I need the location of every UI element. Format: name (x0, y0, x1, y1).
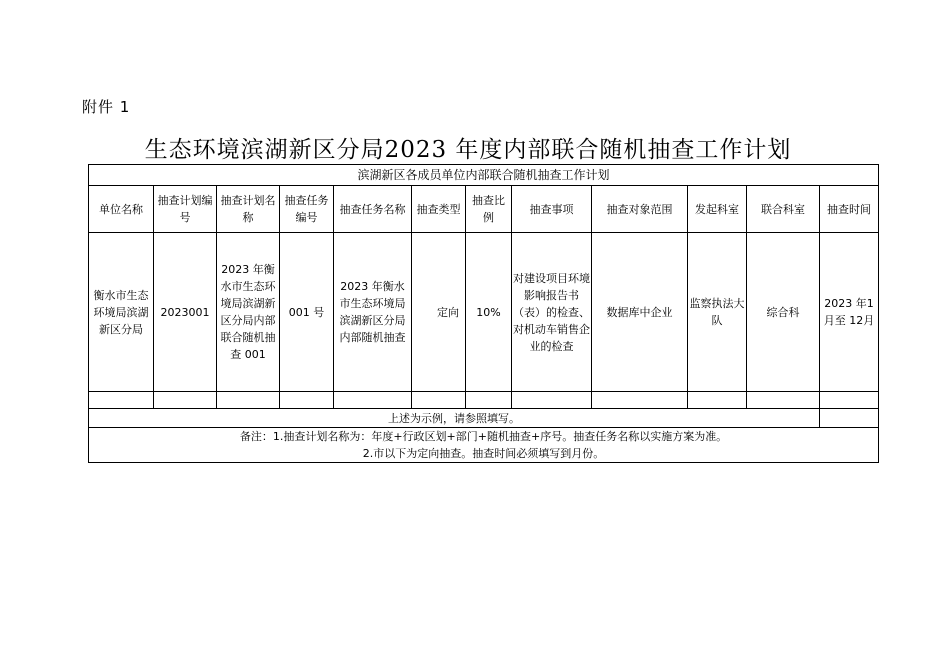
header-cell: 联合科室 (747, 186, 820, 233)
empty-cell (217, 392, 280, 409)
header-cell: 抽查计划编号 (154, 186, 217, 233)
header-cell: 抽查类型 (412, 186, 466, 233)
table-subtitle-row (89, 165, 879, 186)
check-items-cell: 对建设项目环境影响报告书（表）的检查、对机动车销售企业的检查 (512, 233, 592, 392)
example-note: 上述为示例，请参照填写。 (89, 409, 820, 428)
check-ratio-cell: 10% (466, 233, 512, 392)
remark-line-1: 备注：1.抽查计划名称为：年度+行政区划+部门+随机抽查+序号。抽查任务名称以实施方案为准。 (239, 430, 728, 443)
empty-cell (154, 392, 217, 409)
attachment-label: 附件 1 (82, 98, 131, 116)
header-cell: 抽查比例 (466, 186, 512, 233)
remark-cell (89, 428, 879, 463)
task-name-cell: 2023 年衡水市生态环境局滨湖新区分局内部随机抽查 (334, 233, 412, 392)
remark-row (89, 428, 879, 463)
unit-name-cell: 衡水市生态环境局滨湖新区分局 (89, 233, 154, 392)
table-header-row (89, 186, 879, 233)
header-cell: 抽查时间 (820, 186, 879, 233)
header-cell: 抽查事项 (512, 186, 592, 233)
check-time-cell: 2023 年1月至 12月 (820, 233, 879, 392)
object-scope-cell: 数据库中企业 (592, 233, 688, 392)
plan-table (88, 164, 879, 463)
table-subtitle: 滨湖新区各成员单位内部联合随机抽查工作计划 (89, 165, 879, 186)
empty-cell (466, 392, 512, 409)
empty-row (89, 392, 879, 409)
check-type-cell: 定向 (412, 233, 466, 392)
empty-cell (412, 392, 466, 409)
plan-number-cell: 2023001 (154, 233, 217, 392)
header-cell: 抽查任务编号 (280, 186, 334, 233)
empty-cell (747, 392, 820, 409)
header-cell: 抽查对象范围 (592, 186, 688, 233)
header-cell: 单位名称 (89, 186, 154, 233)
table-row (89, 233, 879, 392)
empty-cell (334, 392, 412, 409)
empty-cell (592, 392, 688, 409)
joint-dept-cell: 综合科 (747, 233, 820, 392)
empty-cell (89, 392, 154, 409)
header-cell: 抽查任务名称 (334, 186, 412, 233)
example-note-row (89, 409, 879, 428)
document-title: 生态环境滨湖新区分局2023 年度内部联合随机抽查工作计划 (144, 137, 792, 163)
empty-cell (688, 392, 747, 409)
empty-cell (280, 392, 334, 409)
empty-cell (512, 392, 592, 409)
header-cell: 发起科室 (688, 186, 747, 233)
initiating-dept-cell: 监察执法大队 (688, 233, 747, 392)
remark-line-2: 2.市以下为定向抽查。抽查时间必须填写到月份。 (362, 447, 605, 460)
plan-name-cell: 2023 年衡水市生态环境局滨湖新区分局内部联合随机抽查 001 (217, 233, 280, 392)
task-number-cell: 001 号 (280, 233, 334, 392)
empty-cell (820, 392, 879, 409)
empty-cell (820, 409, 879, 428)
header-cell: 抽查计划名称 (217, 186, 280, 233)
